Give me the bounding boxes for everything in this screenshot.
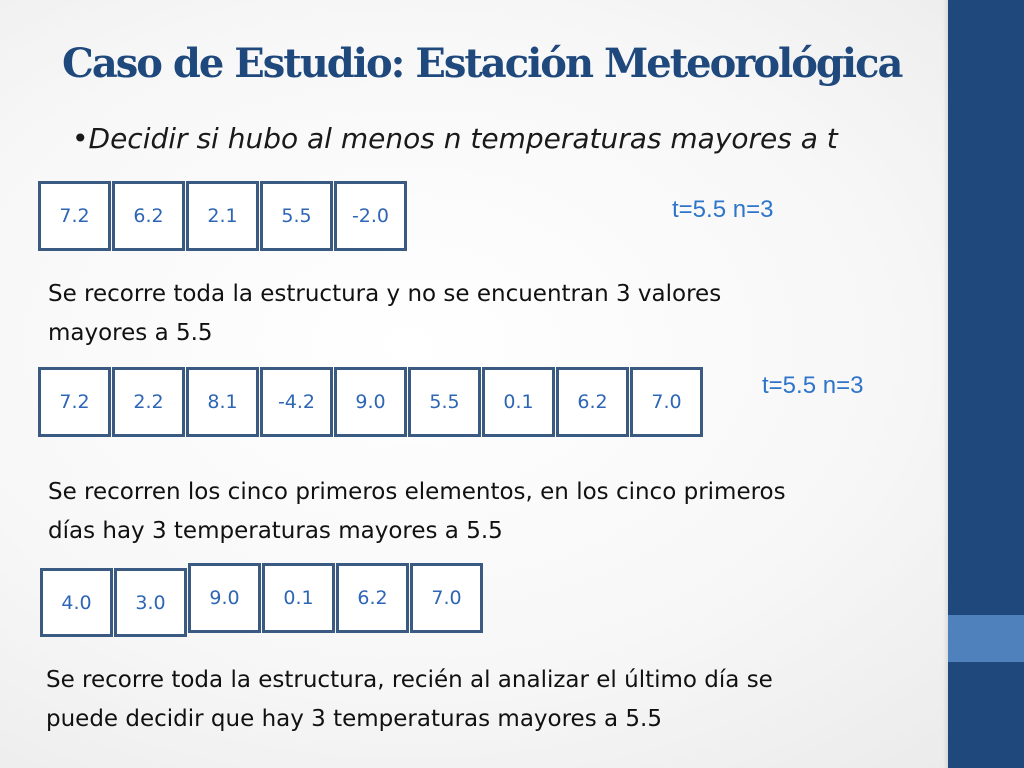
array-cell: 5.5 [260,181,333,251]
array-cell: 9.0 [188,563,261,633]
array-cell: 7.2 [38,181,111,251]
array-cell: 0.1 [482,367,555,437]
params-example-1: t=5.5 n=3 [672,196,774,223]
note-example-1 [48,275,721,353]
array-cell: 2.2 [112,367,185,437]
array-cell: -4.2 [260,367,333,437]
slide-title: Caso de Estudio: Estación Meteorológica [62,40,902,87]
array-cell: 7.0 [410,563,483,633]
note-line: Se recorre toda la estructura y no se encuentran 3 valores [48,281,722,307]
note-line: mayores a 5.5 [48,320,213,346]
array-cell: 0.1 [262,563,335,633]
array-cell: 5.5 [408,367,481,437]
sidebar-accent-band [948,615,1024,662]
params-example-2: t=5.5 n=3 [762,372,864,399]
note-line: Se recorren los cinco primeros elementos, en los cinco primeros [48,479,786,505]
note-line: puede decidir que hay 3 temperaturas mayores a 5.5 [46,706,662,732]
array-cell: 6.2 [112,181,185,251]
array-cell: -2.0 [334,181,407,251]
array-cell: 6.2 [556,367,629,437]
array-cell: 4.0 [40,568,113,637]
array-cell: 2.1 [186,181,259,251]
note-line: Se recorre toda la estructura, recién al analizar el último día se [46,667,773,693]
bullet-text: •Decidir si hubo al menos n temperaturas mayores a t [72,122,838,155]
array-example-2 [38,367,704,437]
array-cell: 7.0 [630,367,703,437]
array-cell: 9.0 [334,367,407,437]
array-example-3 [40,563,484,637]
array-cell: 6.2 [336,563,409,633]
array-cell: 8.1 [186,367,259,437]
array-cell: 7.2 [38,367,111,437]
note-example-2 [48,473,786,551]
note-line: días hay 3 temperaturas mayores a 5.5 [48,518,503,544]
array-example-1 [38,181,408,251]
array-cell: 3.0 [114,568,187,637]
note-example-3 [46,661,773,739]
